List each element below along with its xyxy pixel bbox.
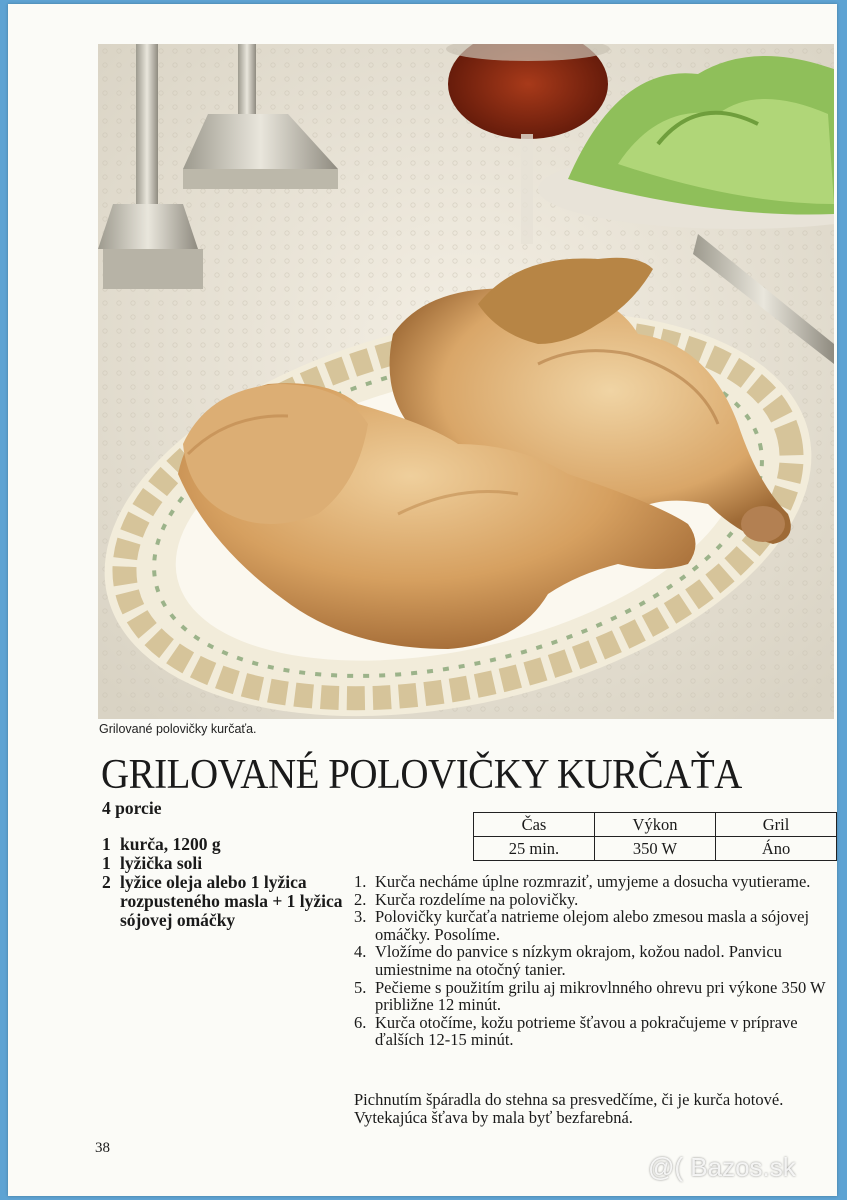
header-time: Čas xyxy=(474,813,595,837)
step-text: Polovičky kurčaťa natrieme olejom alebo zmesou masla a sójovej omáčky. Posolíme. xyxy=(375,907,810,944)
cookbook-page xyxy=(8,4,837,1196)
grilled-chicken-photo xyxy=(98,44,834,719)
step-number: 3. xyxy=(354,907,367,927)
step-item xyxy=(354,873,844,891)
recipe-title: GRILOVANÉ POLOVIČKY KURČAŤA xyxy=(101,751,742,798)
page-number: 38 xyxy=(95,1140,110,1156)
step-number: 5. xyxy=(354,977,367,997)
doneness-note: Pichnutím špáradla do stehna sa presvedčíme, či je kurča hotové. Vytekajúca šťava by mala byť bezfarebná. xyxy=(354,1090,784,1127)
step-item xyxy=(354,891,844,909)
step-number: 1. xyxy=(354,872,367,891)
step-item xyxy=(354,943,844,978)
header-power: Výkon xyxy=(594,813,715,837)
value-power: 350 W xyxy=(594,837,715,861)
ingredient-item xyxy=(102,854,362,873)
portions: 4 porcie xyxy=(102,798,162,818)
ingredient-quantity: 1 xyxy=(102,853,111,873)
step-number: 6. xyxy=(354,1012,367,1032)
step-text: Kurča rozdelíme na polovičky. xyxy=(375,889,579,909)
ingredient-text: lyžice oleja alebo 1 lyžica rozpusteného masla + 1 lyžica sójovej omáčky xyxy=(120,872,343,930)
ingredient-quantity: 2 xyxy=(102,872,111,892)
ingredient-text: lyžička soli xyxy=(120,853,203,873)
value-time: 25 min. xyxy=(474,837,595,861)
table-header-row xyxy=(474,813,837,837)
ingredient-item xyxy=(102,873,362,930)
ingredient-item xyxy=(102,835,362,854)
preparation-steps xyxy=(354,873,844,1049)
ingredient-quantity: 1 xyxy=(102,834,111,854)
bazos-watermark: @( Bazos.sk xyxy=(648,1152,796,1182)
ingredients-list xyxy=(102,835,362,930)
step-text: Kurča necháme úplne rozmraziť, umyjeme a dosucha vyutierame. xyxy=(375,872,811,891)
ingredient-text: kurča, 1200 g xyxy=(120,834,221,854)
header-grill: Gril xyxy=(716,813,837,837)
step-item xyxy=(354,908,844,943)
step-text: Vložíme do panvice s nízkym okrajom, kožou nadol. Panvicu umiestnime na otočný tanier. xyxy=(375,942,782,979)
step-text: Pečieme s použitím grilu aj mikrovlnného ohrevu pri výkone 350 W približne 12 minút. xyxy=(375,977,826,1015)
table-row xyxy=(474,837,837,861)
step-number: 2. xyxy=(354,889,367,909)
step-text: Kurča otočíme, kožu potrieme šťavou a pokračujeme v príprave ďalších 12-15 minút. xyxy=(375,1012,798,1050)
cooking-parameters-table xyxy=(473,812,837,861)
step-item xyxy=(354,979,844,1014)
value-grill: Áno xyxy=(716,837,837,861)
photo-caption: Grilované polovičky kurčaťa. xyxy=(99,722,257,736)
step-item xyxy=(354,1014,844,1049)
step-number: 4. xyxy=(354,942,367,962)
